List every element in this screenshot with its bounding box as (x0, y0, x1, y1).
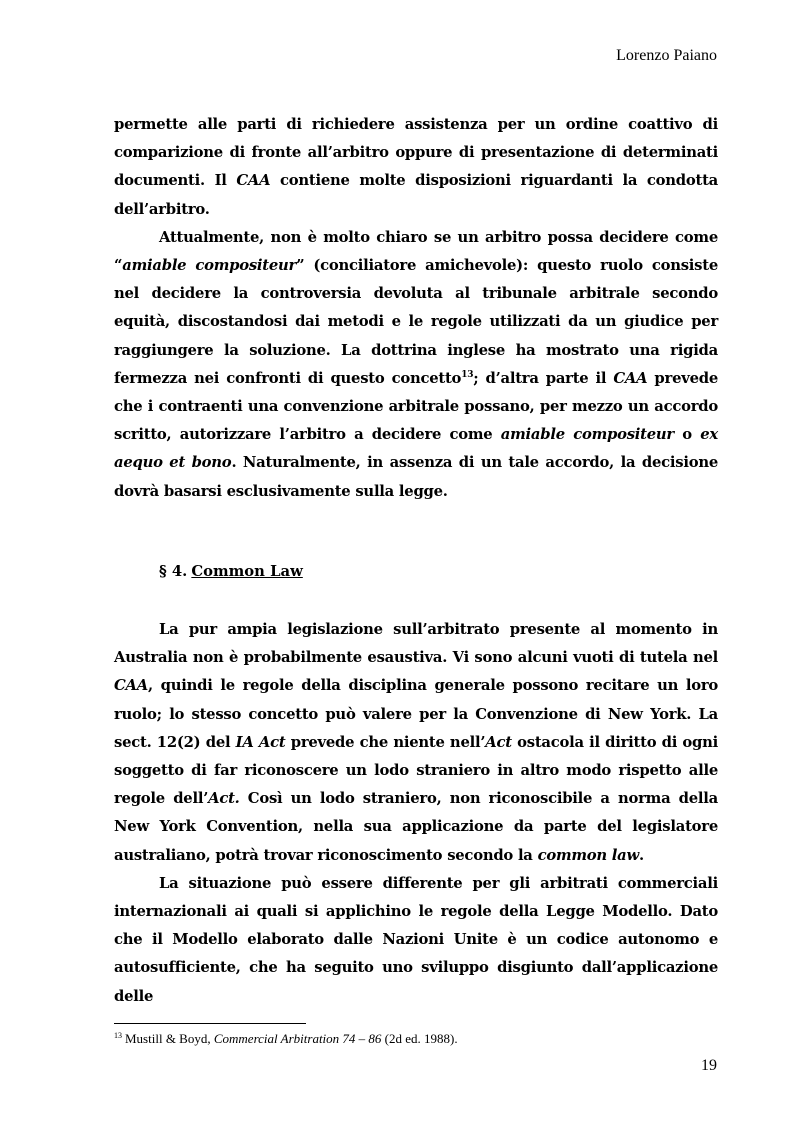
running-header: Lorenzo Paiano (616, 47, 717, 64)
paragraph-4: La situazione può essere differente per gli arbitrati commerciali internazionali ai quali si applichino le regole della Legge Modello. Dato che il Modello elaborato dalle Nazioni Unite è un codice autonomo e autosufficiente, che ha seguito uno sviluppo disgiunto dall’applicazione delle (114, 874, 718, 1005)
paragraph-3: La pur ampia legislazione sull’arbitrato presente al momento in Australia non è probabilmente esaustiva. Vi sono alcuni vuoti di tutela nel CAA, quindi le regole della disciplina generale possono recitare un loro ruolo; lo stesso concetto può valere per la Convenzione di New York. La sect. 12(2) del IA Act prevede che niente nell’Act ostacola il diritto di ogni soggetto di far riconoscere un lodo straniero in altro modo rispetto alle regole dell’Act. Così un lodo straniero, non riconoscibile a norma della New York Convention, nella sua applicazione da parte del legislatore australiano, potrà trovar riconoscimento secondo la common law. (114, 621, 718, 864)
paragraph-2: Attualmente, non è molto chiaro se un arbitro possa decidere come “amiable compositeur” (conciliatore amichevole): questo ruolo consiste nel decidere la controversia devoluta al tribunale arbitrale secondo equità, discostandosi dai metodi e le regole utilizzati da un giudice per raggiungere la soluzione. La dottrina inglese ha mostrato una rigida fermezza nei confronti di questo concetto$^{13}$; d’altra parte il CAA prevede che i contraenti una convenzione arbitrale possano, per mezzo un accordo scritto, autorizzare l’arbitro a decidere come amiable compositeur o ex aequo et bono. Naturalmente, in assenza di un tale accordo, la decisione dovrà basarsi esclusivamente sulla legge. (114, 228, 719, 500)
footnote: $^{13}$ Mustill & Boyd, Commercial Arbitration 74 – 86 (2d ed. 1988). (114, 1030, 458, 1046)
section-number: § 4. (159, 563, 188, 580)
text-block-top (114, 111, 718, 506)
text-block-bottom (114, 616, 718, 1011)
paragraph-1: permette alle parti di richiedere assistenza per un ordine coattivo di comparizione di fronte all’arbitro oppure di presentazione di determinati documenti. Il CAA contiene molte disposizioni riguardanti la condotta dell’arbitro. (114, 116, 719, 218)
footnote-number: 13 (114, 1030, 122, 1040)
section-heading (159, 563, 303, 580)
footnote-ref[interactable]: 13 (461, 369, 474, 380)
footnote-divider (114, 1023, 306, 1024)
page-number: 19 (701, 1057, 717, 1074)
section-title: Common Law (191, 563, 303, 580)
